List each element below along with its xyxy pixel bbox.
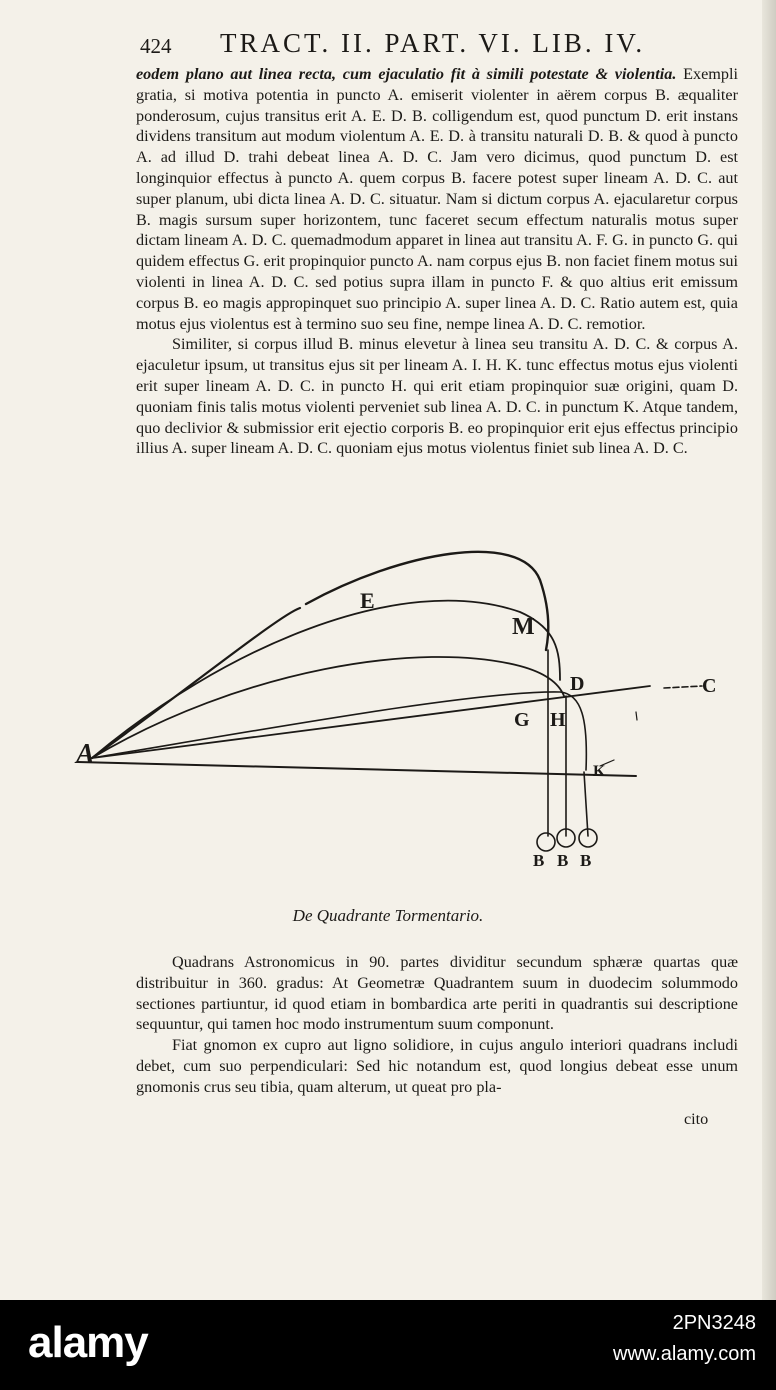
label-b-3: B [580, 851, 592, 870]
label-m: M [512, 614, 535, 640]
paragraph-3: Quadrans Astronomicus in 90. partes dividitur secundum sphæræ quartas quæ distribuitur in 360. gradus: At Geometræ Quadrantem suum in duodecim solummodo sectiones partiuntur, id quod etiam in bombardica arte periti in quadrantis sui descriptione sequuntur, qui tamen hoc modo instrumentum suum componunt. [136, 953, 738, 1034]
base-line [78, 762, 636, 776]
label-g: G [514, 709, 530, 731]
page-number: 424 [140, 34, 172, 58]
section-heading: De Quadrante Tormentario. [292, 906, 484, 925]
label-c: C [702, 675, 717, 697]
trajectory-e [92, 601, 560, 758]
catchword: cito [684, 1110, 709, 1128]
drop-line-3 [584, 772, 588, 836]
label-b-2: B [557, 851, 569, 870]
label-a: A [76, 739, 95, 770]
image-id: 2PN3248 [672, 1312, 756, 1334]
alamy-logo: alamy [28, 1318, 148, 1367]
label-b-1: B [533, 851, 545, 870]
line-c-dashes [664, 686, 702, 688]
label-k: K [593, 763, 606, 780]
paragraph-4: Fiat gnomon ex cupro aut ligno solidiore, in cujus angulo interiori quadrans includi debet, cum suo perpendiculari: Sed hic notandum est, quod longius debeat esse unum gnomonis crus seu tibia, quam alterum, ut queat pro pla- [136, 1036, 738, 1096]
paragraph-2: Similiter, si corpus illud B. minus elevetur à linea seu transitu A. D. C. & corpus A. ejaculetur ipsum, ut transitus ejus sit per lineam A. I. H. K. tunc effectus motus ejus violenti erit super lineam A. D. C. in puncto H. qui erit etiam propinquior suæ origini, quam D. quoniam finis talis motus violenti perveniet sub linea A. D. C. in punctum K. Atque tandem, quo declivior & submissior erit ejectio corporis B. eo propinquior erit ejus effectus principio illius A. super lineam A. D. C. quoniam ejus motus violentus finiet sub linea A. D. C. [136, 335, 738, 458]
paragraph-1-text: Exempli gratia, si motiva potentia in puncto A. emiserit violenter in aërem corpus B. æqualiter ponderosum, cujus transitus erit A. E. D. B. colligendum est, quod punctum D. erit instans dividens transitum aut modum violentum A. E. D. à transitu naturali D. B. & quod à puncto A. ad illud D. trahi debeat linea A. D. C. Jam vero dicimus, quod punctum D. est longinquior effectus à puncto A. quem corpus B. facere potest super lineam A. D. C. aut super planum, ubi dicta linea A. D. C. situatur. Nam si dictum corpus A. ejacularetur corpus B. magis sursum super horizontem, tunc faceret secum effectum naturalis motus super dictam lineam A. D. C. quemadmodum apparet in linea aut transitu A. F. G. in puncto G. qui quidem effectus G. erit propinquior puncto A. nam corpus ejus B. non faciet finem motus sui violenti in linea A. D. C. sed potius supra illam in puncto F. & quo altius erit emissum corpus B. eo magis appropinquet suo principio A. super linea A. D. C. Ratio autem est, quia motus ejus violentus est à termino suo seu fine, nempe linea A. D. C. remotior. [136, 65, 738, 333]
label-d: D [570, 673, 585, 695]
body-text-lower [136, 952, 738, 1098]
trajectory-f [92, 657, 564, 758]
running-head [120, 26, 680, 62]
ball-1 [537, 833, 555, 851]
site-url: www.alamy.com [613, 1343, 756, 1365]
label-e: E [360, 588, 375, 613]
lead-in-phrase: eodem plano aut linea recta, cum ejaculatio fit à simili potestate & violentia. [136, 65, 677, 83]
paragraph-1 [136, 64, 738, 334]
stock-image-info [613, 1312, 756, 1366]
running-title: TRACT. II. PART. VI. LIB. IV. [220, 28, 646, 58]
stock-footer [0, 1300, 776, 1390]
body-text-upper [136, 64, 738, 459]
label-h: H [550, 709, 566, 731]
mark-small [636, 712, 637, 720]
trajectory-diagram [0, 520, 776, 880]
